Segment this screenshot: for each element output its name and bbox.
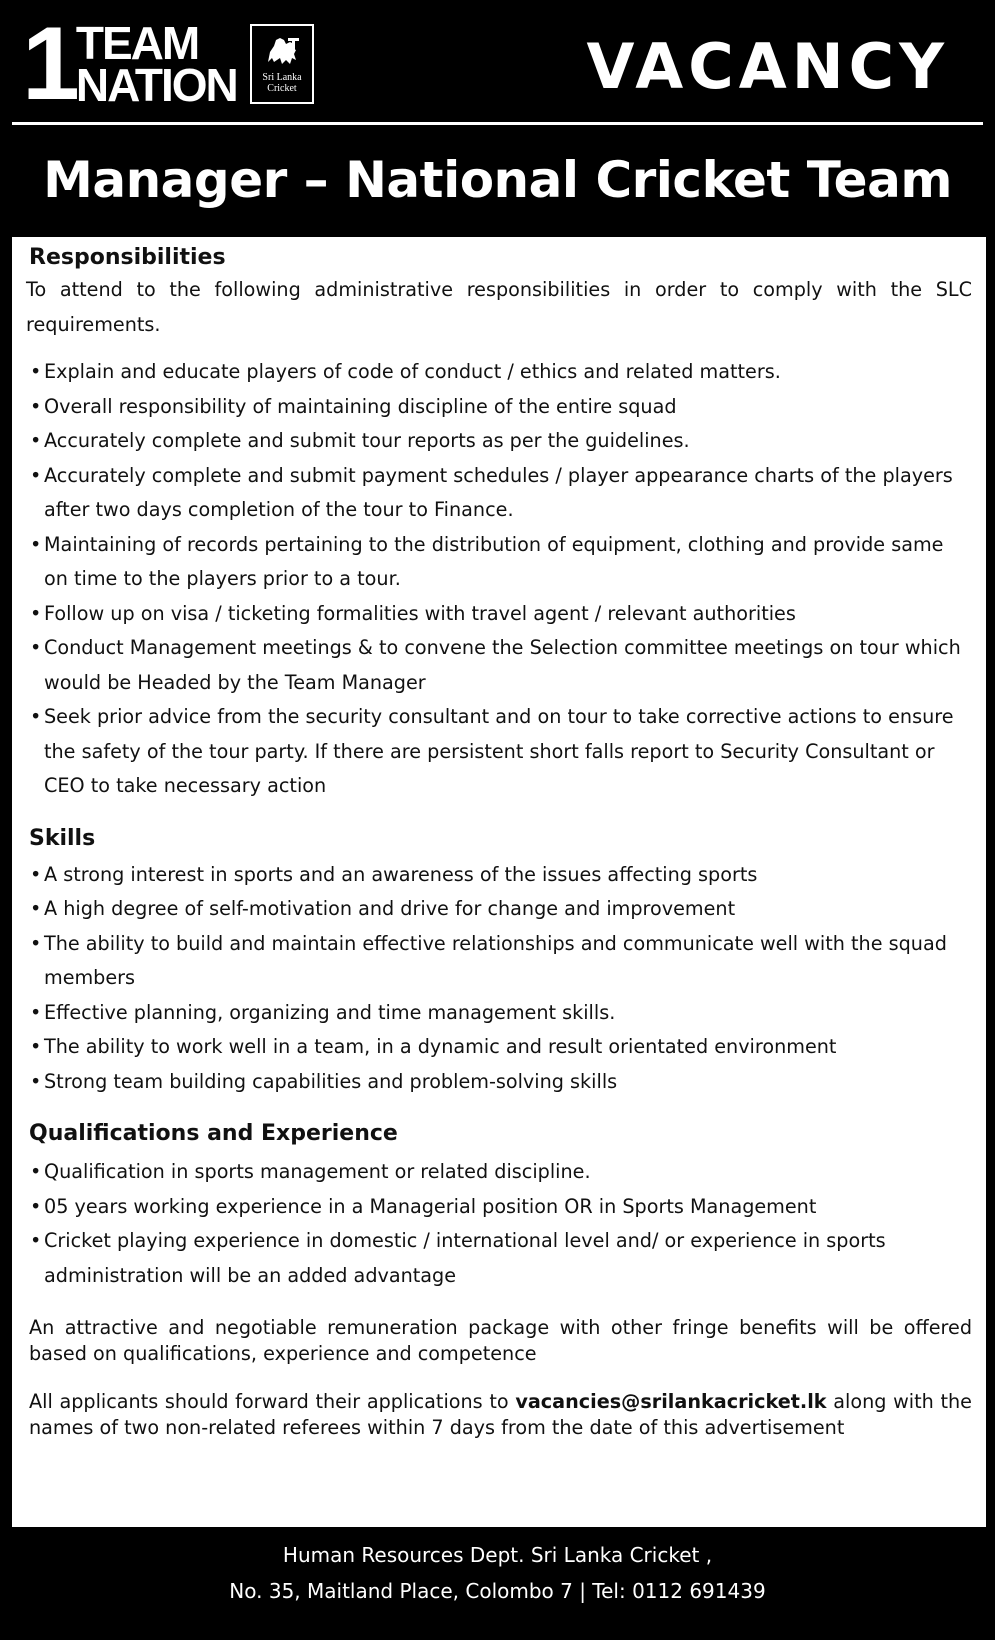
application-instructions [26, 1389, 972, 1441]
header-divider [12, 122, 983, 125]
sri-lanka-cricket-crest [250, 24, 314, 104]
qualifications-list [26, 1155, 972, 1293]
qualifications-heading: Qualifications and Experience [29, 1121, 398, 1146]
job-title: Manager – National Cricket Team [43, 151, 952, 209]
spacer [26, 1099, 972, 1119]
footer-contact [0, 1537, 995, 1609]
list-item: • Overall responsibility of maintaining discipline of the entire squad [26, 390, 972, 425]
spacer [26, 1367, 972, 1389]
list-item: • Follow up on visa / ticketing formalities with travel agent / relevant authorities [26, 597, 972, 632]
skills-list [26, 858, 972, 1100]
spacer [26, 342, 972, 355]
crest-line-1: Sri Lanka [262, 72, 302, 83]
logo-words [75, 17, 237, 111]
responsibilities-intro: To attend to the following administrative responsibilities in order to comply with the SLC requirements. [26, 278, 972, 336]
list-item: • The ability to work well in a team, in a dynamic and result orientated environment [26, 1030, 972, 1065]
spacer [26, 1293, 972, 1315]
apply-text-after: along with the names of two non-related referees within 7 days from the date of this advertisement [29, 1390, 972, 1439]
list-item: • Accurately complete and submit payment schedules / player appearance charts of the players after two days completion of the tour to Finance. [26, 459, 972, 528]
job-description-panel [12, 237, 986, 1527]
responsibilities-heading: Responsibilities [29, 245, 226, 270]
list-item: • Accurately complete and submit tour reports as per the guidelines. [26, 424, 972, 459]
application-email[interactable]: vacancies@srilankacricket.lk [515, 1390, 827, 1413]
responsibilities-list [26, 355, 972, 804]
logo-numeral: 1 [22, 6, 74, 122]
logo-word-team: TEAM [75, 17, 199, 69]
list-item: • 05 years working experience in a Managerial position OR in Sports Management [26, 1190, 972, 1225]
skills-heading: Skills [29, 825, 96, 851]
footer-line-1: Human Resources Dept. Sri Lanka Cricket , [282, 1543, 713, 1567]
logo-word-nation: NATION [75, 59, 237, 111]
vacancy-heading: VACANCY [586, 30, 949, 103]
list-item: • Strong team building capabilities and problem-solving skills [26, 1065, 972, 1100]
apply-text-before: All applicants should forward their applications to [29, 1390, 509, 1413]
header [0, 0, 995, 120]
list-item: • The ability to build and maintain effective relationships and communicate well with the squad members [26, 927, 972, 996]
list-item: • Maintaining of records pertaining to the distribution of equipment, clothing and provide same on time to the players prior to a tour. [26, 528, 972, 597]
list-item: • Seek prior advice from the security consultant and on tour to take corrective actions to ensure the safety of the tour party. If there are persistent short falls report to Security Consultant or CEO to take necessary action [26, 700, 972, 804]
crest-line-2: Cricket [267, 83, 297, 94]
list-item: • A high degree of self-motivation and drive for change and improvement [26, 892, 972, 927]
footer-line-2: No. 35, Maitland Place, Colombo 7 | Tel: 0112 691439 [229, 1579, 766, 1603]
spacer [26, 804, 972, 824]
list-item: • Qualification in sports management or related discipline. [26, 1155, 972, 1190]
list-item: • Conduct Management meetings & to convene the Selection committee meetings on tour which would be Headed by the Team Manager [26, 631, 972, 700]
remuneration-text: An attractive and negotiable remuneration package with other fringe benefits will be offered based on qualifications, experience and competence [29, 1316, 972, 1365]
list-item: • Cricket playing experience in domestic / international level and/ or experience in sports administration will be an added advantage [26, 1224, 972, 1293]
list-item: • Effective planning, organizing and time management skills. [26, 996, 972, 1031]
list-item: • A strong interest in sports and an awareness of the issues affecting sports [26, 858, 972, 893]
list-item: • Explain and educate players of code of conduct / ethics and related matters. [26, 355, 972, 390]
lion-icon [262, 32, 302, 72]
team-nation-logo [22, 6, 237, 122]
